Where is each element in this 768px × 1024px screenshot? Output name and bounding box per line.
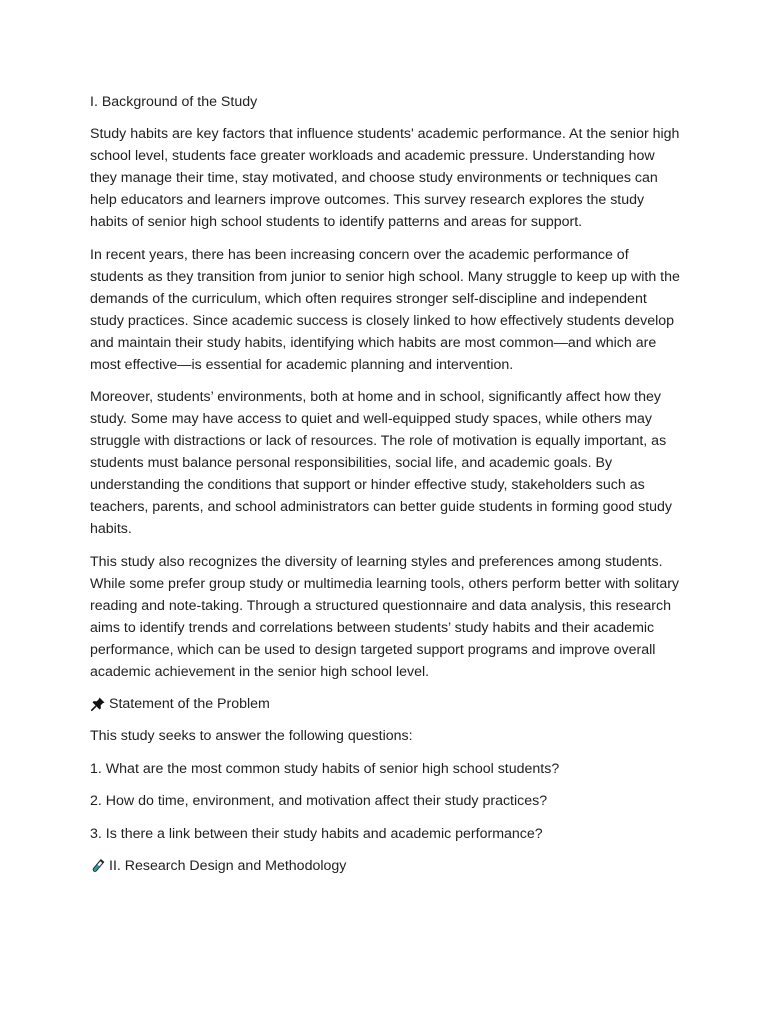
methodology-heading-text: II. Research Design and Methodology [109, 858, 347, 874]
paragraph-4: This study also recognizes the diversity of learning styles and preferences among students. While some prefer group study or multimedia learning tools, others perform better with solitary reading and note-taking. Through a structured questionnaire and data analysis, this research aims to identify trends and correlations between students’ study habits and their academic performance, which can be used to design targeted support programs and improve overall academic achievement in the senior high school level. [90, 553, 680, 680]
pushpin-icon [90, 696, 106, 712]
methodology-heading [90, 855, 680, 877]
paragraph-3: Moreover, students’ environments, both at home and in school, significantly affect how they study. Some may have access to quiet and well-equipped study spaces, while others may struggle with distractions or lack of resources. The role of motivation is equally important, as students must balance personal responsibilities, social life, and academic goals. By understanding the conditions that support or hinder effective study, stakeholders such as teachers, parents, and school administrators can better guide students in forming good study habits. [90, 389, 673, 537]
question-3: 3. Is there a link between their study habits and academic performance? [90, 825, 543, 842]
question-1: 1. What are the most common study habits of senior high school students? [90, 760, 560, 777]
problem-heading [90, 693, 680, 715]
paragraph-1: Study habits are key factors that influence students' academic performance. At the senior high school level, students face greater workloads and academic pressure. Understanding how they manage their time, stay motivated, and choose study environments or techniques can help educators and learners improve outcomes. This survey research explores the study habits of senior high school students to identify patterns and areas for support. [90, 126, 680, 230]
test-tube-icon [90, 858, 106, 874]
question-2: 2. How do time, environment, and motivation affect their study practices? [90, 793, 548, 809]
paragraph-2: In recent years, there has been increasing concern over the academic performance of students as they transition from junior to senior high school. Many struggle to keep up with the demands of the curriculum, which often requires stronger self-discipline and independent study practices. Since academic success is closely linked to how effectively students develop and maintain their study habits, identifying which habits are most common—and which are most effective—is essential for academic planning and intervention. [90, 246, 680, 373]
problem-heading-text: Statement of the Problem [109, 696, 270, 712]
background-heading: I. Background of the Study [90, 94, 258, 110]
problem-intro: This study seeks to answer the following questions: [90, 728, 413, 744]
